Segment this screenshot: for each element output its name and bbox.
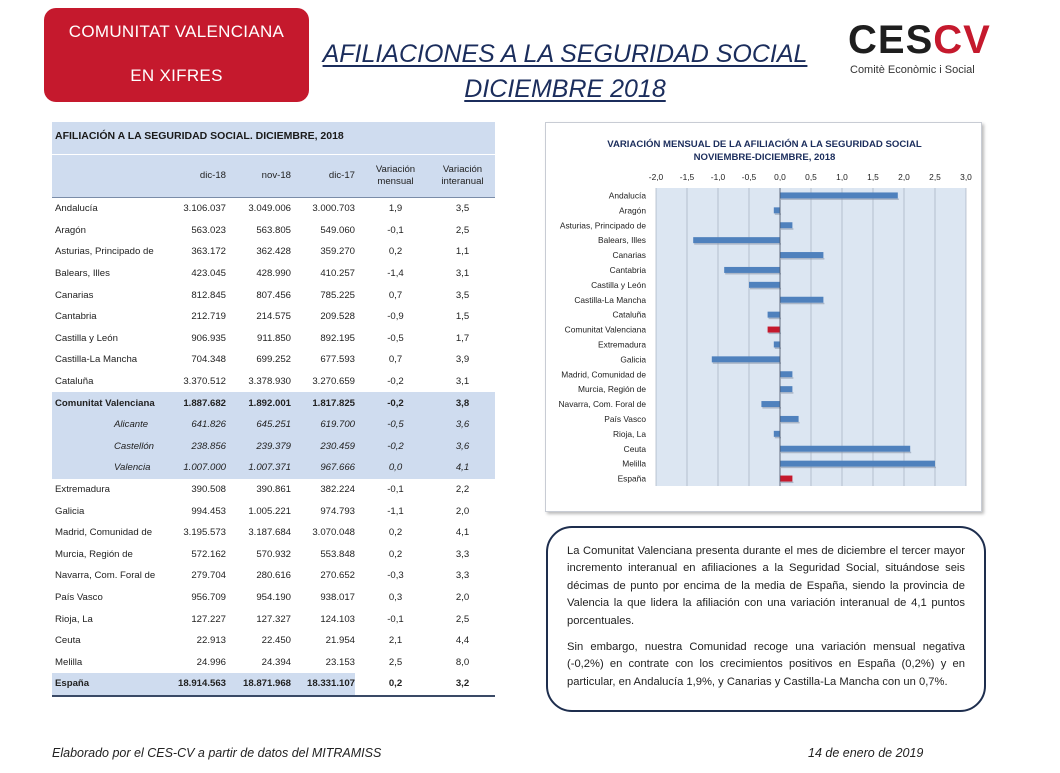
table-cell-nov18: 954.190 (256, 591, 291, 603)
chart-bar-shadow (781, 258, 824, 260)
table-cell-mensual: 0,2 (388, 527, 403, 539)
table-cell-dic18: 956.709 (191, 591, 226, 603)
table-cell-name: Castilla y León (55, 332, 118, 344)
chart-bar (768, 312, 780, 318)
table-cell-dic18: 22.913 (196, 635, 226, 647)
table-cell-name: Castilla-La Mancha (55, 354, 138, 366)
table-cell-dic17: 270.652 (320, 570, 355, 582)
table-header (52, 154, 495, 198)
chart-x-tick-label: -1,5 (679, 172, 695, 182)
table-row (52, 544, 495, 566)
chart-bar-shadow (694, 243, 781, 245)
chart-x-tick-label: -1,0 (710, 172, 726, 182)
table-cell-dic17: 23.153 (325, 656, 355, 668)
table-row (52, 220, 495, 242)
table-cell-interanual: 3,1 (455, 376, 470, 388)
table-cell-name: Castellón (114, 440, 154, 452)
table-cell-interanual: 4,1 (455, 462, 470, 474)
table-cell-interanual: 3,1 (455, 268, 470, 280)
table-cell-dic18: 3.370.512 (183, 376, 226, 388)
table-cell-nov18: 645.251 (256, 419, 291, 431)
table-cell-name: Extremadura (55, 484, 110, 496)
table-cell-name: Melilla (55, 656, 83, 668)
table-cell-dic18: 1.887.682 (183, 397, 226, 409)
table-cell-interanual: 4,4 (455, 635, 470, 647)
table-cell-interanual: 3,5 (455, 289, 470, 301)
chart-bar-shadow (750, 288, 781, 290)
header-dic18: dic-18 (199, 170, 226, 181)
table-cell-name: Alicante (114, 419, 149, 431)
table-cell-dic18: 812.845 (191, 289, 226, 301)
table-cell-interanual: 4,1 (455, 527, 470, 539)
chart-bar (774, 207, 780, 213)
table-row (52, 651, 495, 673)
table-cell-mensual: 0,7 (388, 289, 403, 301)
chart-bar-shadow (781, 228, 793, 230)
table-cell-dic17: 3.000.703 (312, 203, 355, 215)
table-cell-interanual: 1,5 (455, 311, 470, 323)
chart-bar (712, 356, 780, 362)
chart-bar-shadow (762, 407, 781, 409)
chart-x-tick-label: 2,0 (898, 172, 910, 182)
chart-bar (749, 282, 780, 288)
chart-x-tick-label: 3,0 (960, 172, 972, 182)
chart-bar-shadow (781, 482, 793, 484)
table-cell-interanual: 3,2 (455, 678, 470, 690)
table-cell-nov18: 1.007.371 (248, 462, 291, 474)
table-cell-name: Canarias (55, 289, 94, 301)
table-cell-dic18: 24.996 (196, 656, 226, 668)
logo-mark-cv: CV (933, 18, 991, 62)
table-cell-dic17: 974.793 (320, 505, 355, 517)
chart-bar-shadow (769, 318, 781, 320)
table-cell-name: Aragón (55, 224, 86, 236)
chart-bar (780, 386, 792, 392)
table-cell-dic18: 423.045 (191, 268, 226, 280)
chart-category-label: Extremadura (598, 339, 646, 350)
table-cell-name: Ceuta (55, 635, 81, 647)
chart-x-tick-label: 0,0 (774, 172, 786, 182)
table-cell-name: Andalucía (55, 203, 98, 215)
table-row (52, 479, 495, 501)
table-cell-dic17: 124.103 (320, 613, 355, 625)
chart-svg (546, 123, 983, 513)
table-cell-name: Murcia, Región de (55, 548, 133, 560)
table-row (52, 241, 495, 263)
chart-category-label: Galicia (620, 354, 646, 365)
chart-x-tick-label: -0,5 (741, 172, 757, 182)
table-cell-nov18: 699.252 (256, 354, 291, 366)
chart-category-label: Asturias, Principado de (559, 220, 646, 231)
table-cell-nov18: 362.428 (256, 246, 291, 258)
table-cell-mensual: -0,2 (387, 397, 404, 409)
table-cell-mensual: -1,1 (387, 505, 404, 517)
chart-bar-shadow (781, 452, 911, 454)
table-cell-mensual: -0,5 (387, 332, 404, 344)
chart-category-label: Castilla y León (591, 279, 646, 290)
table-cell-interanual: 2,0 (455, 505, 470, 517)
table-cell-dic17: 382.224 (320, 484, 355, 496)
table-cell-name: Comunitat Valenciana (55, 397, 155, 409)
table-cell-name: Cataluña (55, 376, 94, 388)
table-cell-interanual: 3,6 (455, 440, 470, 452)
chart-category-label: Melilla (622, 458, 646, 469)
chart-category-label: Balears, Illes (598, 235, 646, 246)
affiliation-table (52, 122, 495, 697)
table-cell-dic18: 3.195.573 (183, 527, 226, 539)
table-cell-interanual: 3,3 (455, 570, 470, 582)
chart-bar-shadow (725, 273, 781, 275)
table-cell-name: Valencia (114, 462, 151, 474)
table-cell-interanual: 3,6 (455, 419, 470, 431)
table-cell-mensual: -0,1 (387, 613, 404, 625)
table-cell-nov18: 239.379 (256, 440, 291, 452)
chart-bar (780, 446, 910, 452)
table-cell-mensual: 0,0 (388, 462, 403, 474)
chart-bar (780, 416, 799, 422)
table-cell-interanual: 1,1 (455, 246, 470, 258)
table-bottom-rule (52, 695, 495, 697)
chart-bar (780, 461, 935, 467)
chart-bar (780, 297, 823, 303)
page-title-line-1: AFILIACIONES A LA SEGURIDAD SOCIAL (322, 40, 808, 68)
table-cell-dic18: 906.935 (191, 332, 226, 344)
table-cell-mensual: -1,4 (387, 268, 404, 280)
table-cell-mensual: 0,2 (388, 548, 403, 560)
table-cell-nov18: 3.187.684 (248, 527, 291, 539)
chart-bar-shadow (781, 377, 793, 379)
chart-category-label: País Vasco (604, 413, 646, 424)
table-cell-interanual: 3,8 (455, 397, 470, 409)
chart-bar-shadow (713, 362, 781, 364)
table-cell-dic17: 892.195 (320, 332, 355, 344)
table-cell-nov18: 911.850 (257, 332, 291, 344)
table-cell-dic17: 230.459 (320, 440, 355, 452)
header-region (52, 155, 164, 197)
table-cell-dic18: 212.719 (191, 311, 226, 323)
chart-bar (780, 222, 792, 228)
chart-bar (774, 341, 780, 347)
chart-bar (780, 476, 792, 482)
table-cell-name: Madrid, Comunidad de (55, 527, 153, 539)
table-cell-dic17: 21.954 (325, 635, 355, 647)
table-cell-interanual: 8,0 (455, 656, 470, 668)
chart-bar (780, 192, 898, 198)
table-cell-dic18: 572.162 (191, 548, 226, 560)
badge-line-2: EN XIFRES (130, 66, 223, 85)
table-cell-name: Cantabria (55, 311, 97, 323)
table-cell-dic17: 1.817.825 (312, 397, 355, 409)
table-cell-dic17: 209.528 (320, 311, 355, 323)
table-cell-mensual: -0,2 (387, 376, 404, 388)
table-cell-interanual: 3,5 (455, 203, 470, 215)
chart-bar-shadow (769, 333, 781, 335)
table-row (52, 414, 495, 436)
chart-bar-shadow (781, 467, 936, 469)
table-cell-nov18: 570.932 (256, 548, 291, 560)
table-cell-name: Balears, Illes (55, 268, 110, 280)
table-cell-nov18: 3.378.930 (248, 376, 291, 388)
chart-category-label: Ceuta (623, 443, 646, 454)
chart-subtitle: NOVIEMBRE-DICIEMBRE, 2018 (693, 152, 836, 163)
table-cell-mensual: -0,1 (387, 224, 404, 236)
chart-category-label: Navarra, Com. Foral de (558, 399, 646, 410)
table-cell-name: País Vasco (55, 591, 103, 603)
chart-bar-shadow (781, 198, 899, 200)
chart-category-label: Madrid, Comunidad de (561, 369, 646, 380)
table-cell-nov18: 1.005.221 (248, 505, 291, 517)
chart-bar (724, 267, 780, 273)
footer-date: 14 de enero de 2019 (808, 746, 924, 760)
chart-category-label: Cataluña (612, 309, 646, 320)
table-cell-mensual: -0,3 (387, 570, 404, 582)
chart-category-label: Aragón (618, 205, 646, 216)
table-cell-nov18: 280.616 (256, 570, 291, 582)
table-row (52, 328, 495, 350)
commentary-box (546, 526, 986, 712)
table-cell-dic17: 410.257 (320, 268, 355, 280)
table-cell-mensual: 2,5 (388, 656, 403, 668)
header-dic17: dic-17 (328, 170, 355, 181)
table-cell-mensual: 0,3 (388, 591, 403, 603)
table-cell-name: Rioja, La (55, 613, 93, 625)
table-row (52, 630, 495, 652)
table-cell-dic18: 390.508 (191, 484, 226, 496)
chart-bar-shadow (781, 303, 824, 305)
table-cell-dic18: 704.348 (191, 354, 226, 366)
table-cell-dic18: 279.704 (191, 570, 226, 582)
table-cell-nov18: 18.871.968 (226, 673, 291, 695)
table-cell-dic18: 18.914.563 (164, 673, 226, 695)
table-cell-name: Asturias, Principado de (55, 246, 154, 258)
table-cell-interanual: 2,5 (455, 613, 470, 625)
chart-x-tick-label: 1,0 (836, 172, 848, 182)
table-cell-name: Galicia (55, 505, 85, 517)
chart-bar (761, 401, 780, 407)
table-row (52, 371, 495, 393)
chart-category-label: Comunitat Valenciana (564, 324, 646, 335)
table-cell-interanual: 3,9 (455, 354, 470, 366)
table-cell-nov18: 127.327 (256, 613, 291, 625)
page-title-line-2: DICIEMBRE 2018 (464, 75, 666, 103)
table-cell-interanual: 3,3 (455, 548, 470, 560)
monthly-variation-chart (545, 122, 982, 512)
table-cell-dic17: 3.070.048 (312, 527, 355, 539)
commentary-paragraph-1: La Comunitat Valenciana presenta durante el mes de diciembre el tercer mayor incremento interanual en afiliaciones a la Seguridad Social, situándose seis décimas de punto por encima de la media de España, siendo la provincia de Valencia la que lidera la afiliación con una variación interanual de 4,1 puntos porcentuales. (567, 545, 965, 627)
table-cell-dic17: 553.848 (320, 548, 355, 560)
table-cell-mensual: -0,2 (387, 440, 404, 452)
table-cell-mensual: -0,5 (387, 419, 404, 431)
table-row (52, 349, 495, 371)
table-cell-dic18: 563.023 (191, 224, 226, 236)
table-cell-mensual: -0,9 (387, 311, 404, 323)
chart-bar (780, 371, 792, 377)
chart-category-label: Rioja, La (612, 428, 646, 439)
table-cell-name: España (52, 673, 164, 695)
table-cell-dic18: 363.172 (191, 246, 226, 258)
table-body (52, 198, 495, 695)
table-row (52, 436, 495, 458)
chart-bar (774, 431, 780, 437)
table-cell-nov18: 3.049.006 (248, 203, 291, 215)
chart-x-tick-label: -2,0 (648, 172, 664, 182)
chart-bar-shadow (781, 392, 793, 394)
table-cell-dic18: 127.227 (191, 613, 226, 625)
table-row (52, 284, 495, 306)
chart-bar (768, 327, 780, 333)
logo-mark-ces: CES (848, 18, 934, 62)
chart-title: VARIACIÓN MENSUAL DE LA AFILIACIÓN A LA SEGURIDAD SOCIAL (607, 139, 922, 150)
table-cell-dic17: 3.270.659 (312, 376, 355, 388)
table-cell-dic18: 641.826 (191, 419, 226, 431)
table-cell-dic17: 938.017 (320, 591, 355, 603)
table-row (52, 457, 495, 479)
chart-category-label: Cantabria (609, 264, 646, 275)
chart-bar (780, 252, 823, 258)
table-row (52, 608, 495, 630)
table-cell-name: Navarra, Com. Foral de (55, 570, 156, 582)
table-cell-nov18: 1.892.001 (248, 397, 291, 409)
table-cell-dic18: 3.106.037 (183, 203, 226, 215)
table-cell-mensual: 0,7 (388, 354, 403, 366)
table-cell-dic17: 677.593 (320, 354, 355, 366)
chart-category-label: España (617, 473, 646, 484)
table-cell-interanual: 2,0 (455, 591, 470, 603)
table-row (52, 198, 495, 220)
table-cell-mensual: 1,9 (388, 203, 403, 215)
badge-line-1: COMUNITAT VALENCIANA (68, 22, 285, 41)
chart-category-label: Castilla-La Mancha (574, 294, 646, 305)
table-cell-dic18: 238.856 (191, 440, 226, 452)
table-row (52, 522, 495, 544)
table-cell-nov18: 24.394 (261, 656, 291, 668)
table-row (52, 392, 495, 414)
table-cell-dic17: 549.060 (320, 224, 355, 236)
commentary-paragraph-2: Sin embargo, nuestra Comunidad recoge una variación mensual negativa (-0,2%) en contrate con los crecimientos positivos en España (0,2%) y en particular, en Andalucía 1,9%, y Canarias y Castilla-La Mancha con un 0,7%. (567, 641, 965, 688)
footer-source: Elaborado por el CES-CV a partir de datos del MITRAMISS (52, 746, 382, 760)
header-nov18: nov-18 (261, 170, 291, 181)
header-interanual: Variación interanual (441, 164, 484, 187)
table-cell-dic17: 967.666 (320, 462, 355, 474)
table-cell-mensual: -0,1 (387, 484, 404, 496)
chart-x-tick-label: 1,5 (867, 172, 879, 182)
table-row (52, 500, 495, 522)
chart-x-tick-label: 0,5 (805, 172, 817, 182)
chart-x-tick-label: 2,5 (929, 172, 941, 182)
table-row (52, 673, 495, 695)
table-cell-dic17: 785.225 (320, 289, 355, 301)
table-cell-dic17: 359.270 (320, 246, 355, 258)
chart-bar-shadow (781, 422, 800, 424)
table-row (52, 587, 495, 609)
chart-category-label: Murcia, Región de (578, 384, 646, 395)
header-mensual: Variación mensual (375, 164, 416, 187)
table-cell-dic18: 1.007.000 (183, 462, 226, 474)
region-badge (44, 8, 309, 102)
table-cell-nov18: 22.450 (261, 635, 291, 647)
table-cell-mensual: 0,2 (388, 678, 403, 690)
table-caption: AFILIACIÓN A LA SEGURIDAD SOCIAL. DICIEMBRE, 2018 (52, 122, 495, 154)
table-cell-mensual: 2,1 (388, 635, 403, 647)
table-cell-nov18: 390.861 (256, 484, 291, 496)
table-cell-nov18: 214.575 (256, 311, 291, 323)
table-cell-interanual: 1,7 (455, 332, 470, 344)
table-cell-interanual: 2,5 (455, 224, 470, 236)
table-cell-nov18: 428.990 (256, 268, 291, 280)
table-row (52, 565, 495, 587)
logo-subtitle: Comitè Econòmic i Social (850, 64, 975, 76)
table-cell-interanual: 2,2 (455, 484, 470, 496)
table-cell-mensual: 0,2 (388, 246, 403, 258)
table-row (52, 263, 495, 285)
table-row (52, 306, 495, 328)
chart-bar (693, 237, 780, 243)
table-cell-dic18: 994.453 (191, 505, 226, 517)
table-cell-nov18: 807.456 (256, 289, 291, 301)
chart-category-label: Andalucía (608, 190, 646, 201)
table-cell-dic17: 18.331.107 (291, 673, 355, 695)
chart-category-label: Canarias (612, 250, 646, 261)
table-cell-dic17: 619.700 (320, 419, 355, 431)
cescv-logo (848, 18, 998, 80)
table-cell-nov18: 563.805 (256, 224, 291, 236)
